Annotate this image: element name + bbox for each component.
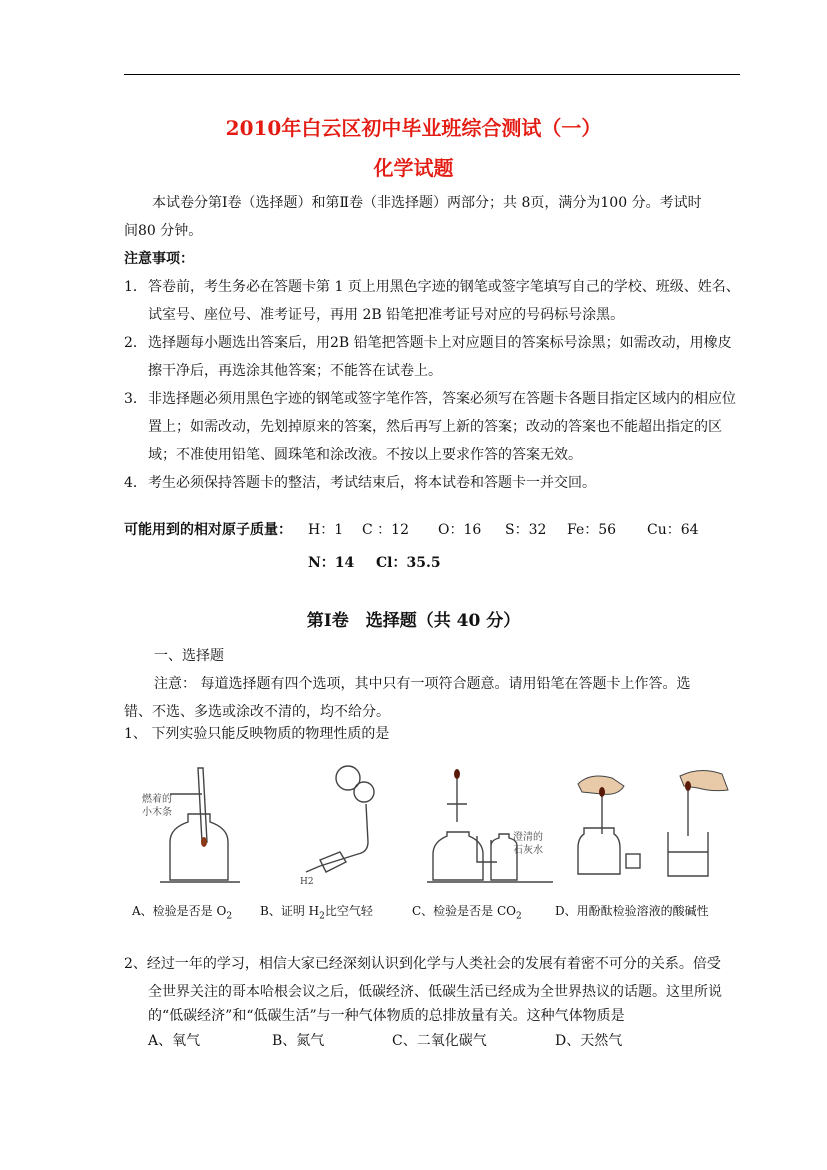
notice-item	[124, 385, 744, 469]
notice-item-number: 2．	[124, 335, 147, 351]
section-part: 一、选择题	[154, 648, 224, 664]
intro-line-1: 本试卷分第Ⅰ卷（选择题）和第Ⅱ卷（非选择题）两部分；共 8页，满分为100 分。考试时	[152, 195, 702, 211]
section-title: 第Ⅰ卷 选择题（共 40 分）	[306, 611, 521, 631]
figure-a-caption: A、检验是否是 $O_2$	[132, 904, 233, 922]
figure-a-splint-bottle	[140, 762, 250, 892]
intro-line-2: 间80 分钟。	[124, 223, 203, 239]
notice-item-text: 考生必须保持答题卡的整洁，考试结束后，将本试卷和答题卡一并交回。	[148, 475, 596, 491]
question-2-option-b: B、氮气	[272, 1033, 325, 1049]
question-2-line-3: 的“低碳经济”和“低碳生活”与一种气体物质的总排放量有关。这种气体物质是	[148, 1008, 625, 1024]
figure-d-caption: D、用酚酞检验溶液的酸碱性	[555, 904, 709, 918]
atomic-mass-label: 可能用到的相对原子质量：	[124, 522, 292, 538]
figure-b-caption: B、证明 $H_2$比空气轻	[260, 904, 373, 922]
notice-item-number: 1．	[124, 279, 147, 295]
notice-item	[124, 329, 744, 385]
question-2-option-a: A、氧气	[148, 1033, 201, 1049]
exam-title: 2010年白云区初中毕业班综合测试（一）	[225, 116, 602, 140]
notice-item-text: 选择题每小题选出答案后，用2B 铅笔把答题卡上对应题目的答案标号涂黑；如需改动，用橡皮擦干净后，再选涂其他答案；不能答在试卷上。	[148, 335, 732, 379]
notice-item	[124, 273, 744, 329]
atomic-mass-cu: Cu：64	[647, 522, 699, 538]
notice-item-text: 答卷前，考生务必在答题卡第 1 页上用黑色字迹的钢笔或签字笔填写自己的学校、班级、姓名、试室号、座位号、准考证号，再用 2B 铅笔把准考证号对应的号码标号涂黑。	[148, 279, 740, 323]
notice-item-number: 3．	[124, 391, 147, 407]
figure-c-label-1: 澄清的	[513, 832, 543, 843]
figure-b-hydrogen-bubbles	[280, 762, 390, 892]
question-2-line-1: 2、经过一年的学习，相信大家已经深刻认识到化学与人类社会的发展有着密不可分的关系。倍受	[124, 956, 721, 972]
section-note-line-1: 注意： 每道选择题有四个选项，其中只有一项符合题意。请用铅笔在答题卡上作答。选	[154, 676, 691, 692]
atomic-mass-o: O：16	[438, 522, 482, 538]
figure-c-limewater	[425, 762, 555, 892]
atomic-mass-fe: Fe：56	[567, 522, 617, 538]
atomic-mass-h: H：1	[308, 522, 344, 538]
header-rule	[124, 74, 740, 75]
question-2-option-d: D、天然气	[555, 1033, 623, 1049]
figure-b-label: H2	[300, 877, 314, 887]
section-note-line-2: 错、不选、多选或涂改不清的，均不给分。	[124, 704, 390, 720]
atomic-mass-s: S：32	[505, 522, 547, 538]
figure-d-phenolphthalein	[572, 762, 732, 892]
atomic-mass-cl: Cl：35.5	[376, 555, 441, 571]
figure-c-caption: C、检验是否是 $CO_2$	[412, 904, 522, 922]
notice-item-text: 非选择题必须用黑色字迹的钢笔或签字笔作答，答案必须写在答题卡各题目指定区域内的相应位置上；如需改动，先划掉原来的答案，然后再写上新的答案；改动的答案也不能超出指定的区域；不准使用铅笔、圆珠笔和涂改液。不按以上要求作答的答案无效。	[148, 391, 736, 463]
atomic-mass-n: N：14	[308, 555, 355, 571]
notice-heading: 注意事项：	[124, 251, 194, 267]
figure-a-label-1: 燃着的	[142, 794, 172, 805]
question-1-stem: 1、 下列实验只能反映物质的物理性质的是	[124, 726, 390, 742]
notice-item	[124, 469, 744, 497]
figure-a-label-2: 小木条	[142, 807, 172, 818]
notice-item-number: 4．	[124, 475, 147, 491]
question-2-option-c: C、二氧化碳气	[392, 1033, 487, 1049]
exam-subtitle: 化学试题	[373, 156, 454, 180]
figure-c-label-2: 石灰水	[513, 845, 543, 856]
atomic-mass-c: C ：12	[362, 522, 409, 538]
question-2-line-2: 全世界关注的哥本哈根会议之后，低碳经济、低碳生活已经成为全世界热议的话题。这里所说	[148, 984, 722, 1000]
